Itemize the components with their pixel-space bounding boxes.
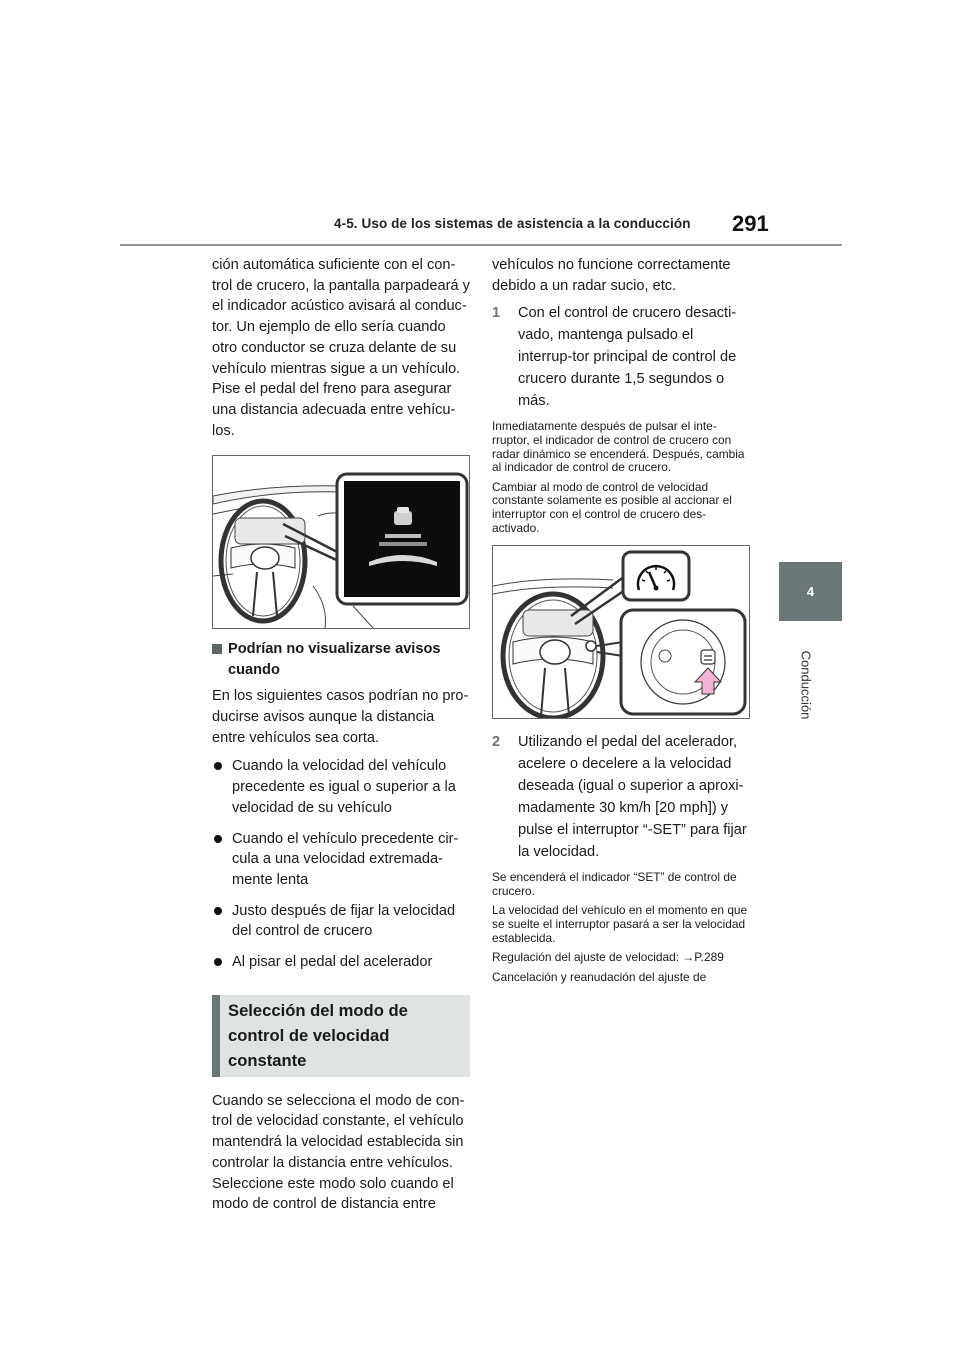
section-paragraph: Cuando se selecciona el modo de con-trol de velocidad constante, el vehículo mantendrá la velocidad establecida sin controlar la distancia entre vehículos. Seleccione este modo solo cuando el modo de control de distancia entre	[212, 1092, 465, 1213]
note: Cambiar al modo de control de velocidad constante solamente es posible al accionar el interruptor con el control de crucero des-activado.	[492, 479, 732, 535]
list-item-text: Al pisar el pedal del acelerador	[232, 954, 433, 971]
chapter-label	[796, 630, 816, 740]
list-item	[212, 901, 470, 942]
subheading-text: Podrían no visualizarse avisos cuando	[228, 641, 441, 678]
list-item	[212, 952, 470, 973]
note: Se encenderá el indicador “SET” de control de crucero.	[492, 870, 737, 898]
list-item-text: Cuando el vehículo precedente cir-cula a una velocidad extremada-mente lenta	[232, 830, 459, 888]
list-item	[212, 756, 470, 818]
step-number: 2	[492, 734, 501, 751]
section-heading: Selección del modo de control de velocidad constante	[228, 1000, 408, 1070]
note: Cancelación y reanudación del ajuste de	[492, 969, 707, 984]
step-1	[492, 302, 750, 412]
list-item-text: Cuando la velocidad del vehículo precedente es igual o superior a la velocidad de su vehículo	[232, 758, 456, 816]
chapter-label-text: Conducción	[798, 650, 814, 720]
dashboard-warning-drawing	[213, 456, 469, 628]
bullet-dot-icon	[214, 762, 222, 770]
list-item-text: Justo después de fijar la velocidad del control de crucero	[232, 902, 456, 940]
bullet-dot-icon	[214, 958, 222, 966]
section-heading-box	[212, 995, 470, 1077]
right-column	[492, 255, 750, 990]
switch-illustration	[492, 545, 750, 719]
display-warning-illustration	[212, 455, 470, 629]
arrow-right-icon: →	[682, 950, 695, 965]
left-column	[212, 255, 470, 1215]
note: Inmediatamente después de pulsar el inte-rruptor, el indicador de control de crucero con radar dinámico se encenderá. Después, cambia al indicador de control de crucero.	[492, 419, 745, 475]
page-reference-link[interactable]: P.289	[694, 950, 724, 965]
step-number: 1	[492, 305, 501, 322]
note: La velocidad del vehículo en el momento en que se suelte el interruptor pasará a ser la velocidad establecida.	[492, 903, 748, 945]
subheading-square-icon	[212, 644, 222, 654]
page-number: 291	[732, 211, 769, 236]
list-item	[212, 829, 470, 891]
bullet-list	[212, 756, 470, 972]
step-text: Con el control de crucero desacti-vado, mantenga pulsado el interrup-tor principal de control de crucero durante 1,5 segundos o más.	[518, 305, 737, 410]
intro-paragraph: ción automática suficiente con el con-trol de crucero, la pantalla parpadeará y el indicador acústico avisará al conduc-tor. Un ejemplo de ello sería cuando otro conductor se cruza delante de su vehículo mientras sigue a un vehículo. Pise el pedal del freno para asegurar una distancia adecuada entre vehícu-los.	[212, 257, 470, 439]
bullet-dot-icon	[214, 835, 222, 843]
steering-switch-drawing	[493, 546, 749, 718]
running-header: 4-5. Uso de los sistemas de asistencia a la conducción	[334, 216, 691, 231]
note-reference-text: Regulación del ajuste de velocidad:	[492, 950, 683, 965]
subheading-warnings	[212, 639, 470, 680]
sub-paragraph: En los siguientes casos podrían no pro-ducirse avisos aunque la distancia entre vehículos sea corta.	[212, 688, 469, 746]
continued-paragraph: vehículos no funcione correctamente debido a un radar sucio, etc.	[492, 257, 731, 294]
step-2	[492, 731, 750, 863]
note-reference	[492, 951, 750, 965]
step-text: Utilizando el pedal del acelerador, acelere o decelere a la velocidad deseada (igual o superior a aproxi-madamente 30 km/h [20 mph]) y pulse el interruptor “-SET” para fijar la velocidad.	[518, 734, 747, 861]
bullet-dot-icon	[214, 907, 222, 915]
header-rule	[120, 244, 842, 246]
chapter-tab: 4	[779, 562, 842, 621]
